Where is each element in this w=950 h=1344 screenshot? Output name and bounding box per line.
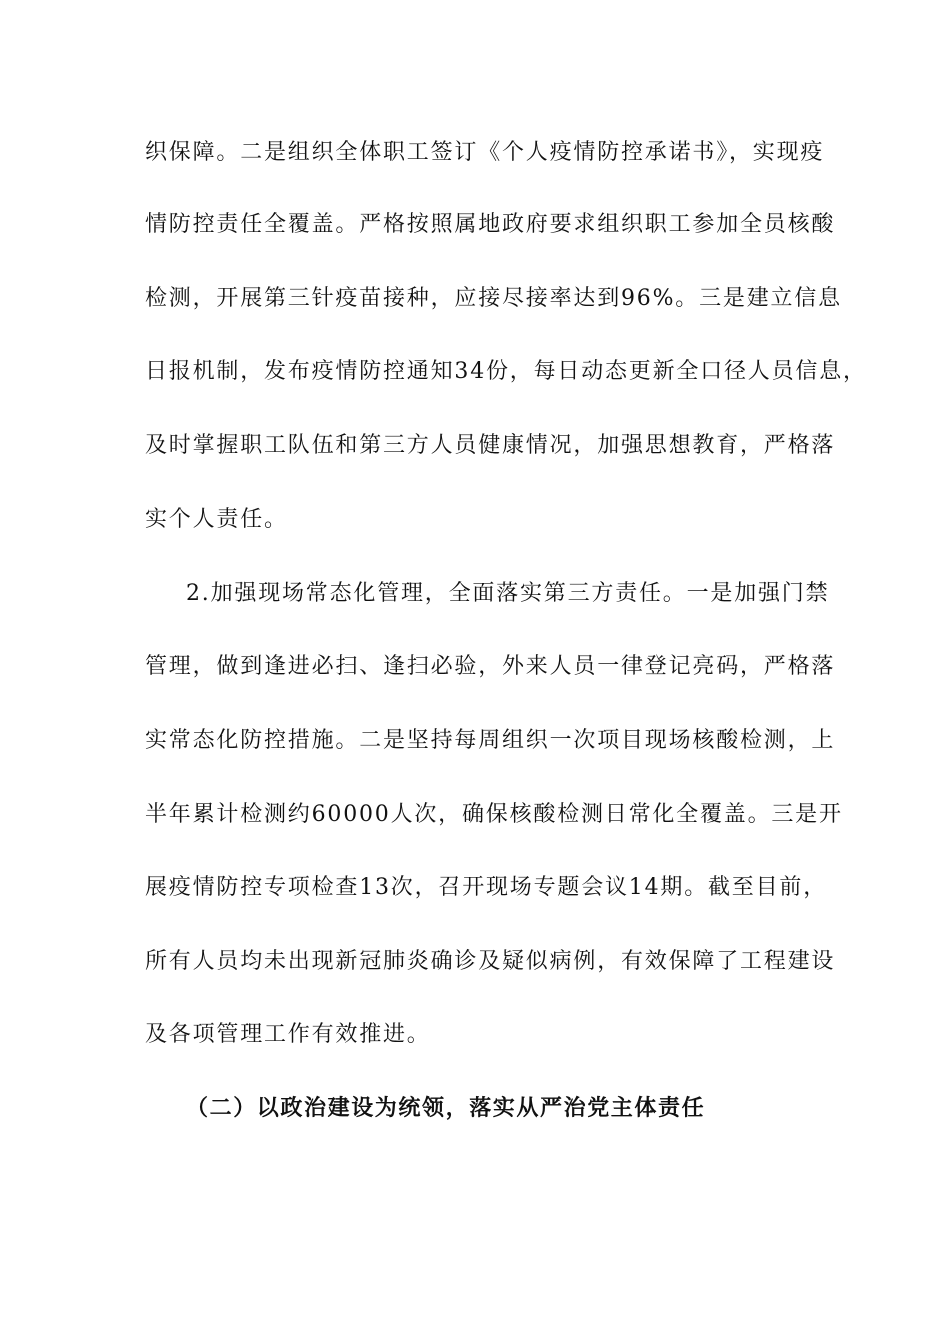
paragraph-line: 展疫情防控专项检查13次，召开现场专题会议14期。截至目前， — [145, 875, 827, 900]
paragraph-line: 及时掌握职工队伍和第三方人员健康情况，加强思想教育，严格落 — [145, 433, 836, 458]
paragraph-line: 检测，开展第三针疫苗接种，应接尽接率达到96%。三是建立信息 — [145, 286, 842, 311]
paragraph-line: 管理，做到逢进必扫、逢扫必验，外来人员一律登记亮码，严格落 — [145, 654, 836, 679]
paragraph-line: 情防控责任全覆盖。严格按照属地政府要求组织职工参加全员核酸 — [145, 212, 836, 237]
paragraph-line: 2.加强现场常态化管理，全面落实第三方责任。一是加强门禁 — [186, 581, 830, 606]
section-heading: （二）以政治建设为统领，落实从严治党主体责任 — [186, 1096, 706, 1121]
paragraph-line: 半年累计检测约60000人次，确保核酸检测日常化全覆盖。三是开 — [145, 802, 843, 827]
paragraph-line: 实常态化防控措施。二是坚持每周组织一次项目现场核酸检测，上 — [145, 728, 836, 753]
paragraph-line: 日报机制，发布疫情防控通知34份，每日动态更新全口径人员信息， — [145, 359, 867, 384]
paragraph-line: 所有人员均未出现新冠肺炎确诊及疑似病例，有效保障了工程建设 — [145, 949, 836, 974]
paragraph-line: 实个人责任。 — [145, 507, 288, 532]
paragraph-line: 及各项管理工作有效推进。 — [145, 1022, 431, 1047]
paragraph-line: 织保障。二是组织全体职工签订《个人疫情防控承诺书》，实现疫 — [145, 140, 825, 165]
